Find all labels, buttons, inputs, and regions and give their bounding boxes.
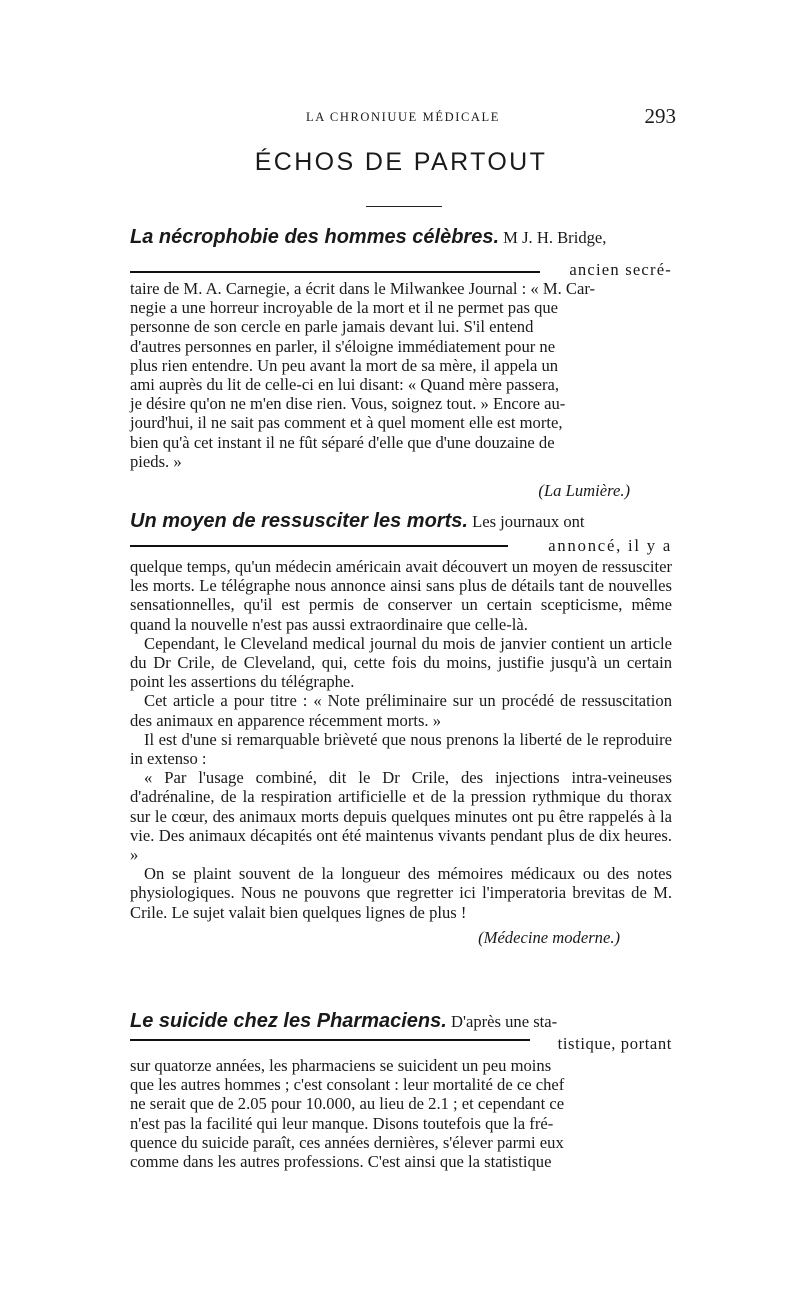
body-line: d'autres personnes en parler, il s'éloigne immédiatement pour ne <box>130 336 556 356</box>
section-title: ÉCHOS DE PARTOUT <box>254 148 548 176</box>
article-ressusciter <box>130 512 672 947</box>
title-divider <box>366 206 442 207</box>
article-continuation: ancien secré- <box>569 260 672 279</box>
body-line: personne de son cercle en parle jamais devant lui. S'il entend <box>130 317 534 337</box>
body-paragraph: Cet article a pour titre : « Note préliminaire sur un procédé de ressuscitation des animaux en apparence récemment morts. » <box>130 691 672 730</box>
continuation-row <box>130 536 672 557</box>
body-line: negie a une horreur incroyable de la mort et il ne permet pas que <box>130 298 559 318</box>
body-line: ami auprès du lit de celle-ci en lui disant: « Quand mère passera, <box>130 375 559 395</box>
body-line: je désire qu'on ne m'en dise rien. Vous, soignez tout. » Encore au- <box>130 394 566 414</box>
body-line: n'est pas la facilité qui leur manque. Disons toutefois que la fré- <box>130 1113 554 1133</box>
body-line: bien qu'à cet instant il ne fût séparé d'elle que d'une douzaine de <box>130 432 555 452</box>
body-paragraph: Cependant, le Cleveland medical journal du mois de janvier contient un article du Dr Crile, de Cleveland, qui, cette fois du moins, justifie jusqu'à un certain point les assertions du télégraphe. <box>130 633 672 692</box>
article-body <box>130 1056 672 1171</box>
body-paragraph: Il est d'une si remarquable brièveté que nous prenons la liberté de le reproduire in extenso : <box>130 729 672 769</box>
article-heading: Le suicide chez les Pharmaciens. <box>130 1010 447 1032</box>
article-head <box>130 228 672 256</box>
body-line: plus rien entendre. Un peu avant la mort de sa mère, il appela un <box>130 355 559 375</box>
continuation-row <box>130 1034 672 1056</box>
body-line: quence du suicide paraît, ces années dernières, s'élever parmi eux <box>130 1132 564 1152</box>
article-suicide-pharmaciens <box>130 1012 672 1171</box>
article-necrophobie <box>130 228 672 500</box>
body-line: que les autres hommes ; c'est consolant : leur mortalité de ce chef <box>130 1075 565 1095</box>
article-lead-in: D'après une sta- <box>450 1012 558 1031</box>
body-paragraph: « Par l'usage combiné, dit le Dr Crile, des injections intra-veineuses d'adrénaline, de la respiration artificielle et de la pression rythmique du thorax sur le cœur, des animaux morts depuis quelques minutes ont pu être rappelés à la vie. Des animaux décapités ont été maintenus vivants pendant plus de dix heures. » <box>130 768 672 865</box>
page-number: 293 <box>644 104 676 128</box>
body-line: jourd'hui, il ne sait pas comment et à quel moment elle est morte, <box>130 413 563 433</box>
article-lead-in: Les journaux ont <box>472 512 585 531</box>
running-title: LA CHRONIUUE MÉDICALE <box>306 110 501 124</box>
article-body <box>130 557 672 922</box>
body-line: pieds. » <box>130 451 182 471</box>
article-lead-in: M J. H. Bridge, <box>503 228 607 247</box>
article-heading: La nécrophobie des hommes célèbres. <box>130 226 500 248</box>
body-paragraph: On se plaint souvent de la longueur des mémoires médicaux ou des notes physiologiques. Nous ne pouvons que regretter ici l'imperatoria brevitas de M. Crile. Le sujet valait bien quelques lignes de plus ! <box>130 864 672 922</box>
article-heading: Un moyen de ressusciter les morts. <box>130 510 468 532</box>
body-paragraph: quelque temps, qu'un médecin américain avait découvert un moyen de ressusciter les morts. Le télégraphe nous annonce ainsi sans plus de détails tant de nouvelles sensationnelles, qu'il est permis de conserver un certain scepticisme, même quand la nouvelle n'est pas aussi extraordinaire que celle-là. <box>130 557 672 634</box>
article-source: (Médecine moderne.) <box>478 927 620 947</box>
article-continuation: annoncé, il y a <box>548 536 672 555</box>
continuation-row <box>130 256 672 279</box>
article-body <box>130 279 672 471</box>
article-continuation: tistique, portant <box>557 1034 672 1053</box>
body-line: taire de M. A. Carnegie, a écrit dans le Milwankee Journal : « M. Car- <box>130 279 596 298</box>
body-line: comme dans les autres professions. C'est ainsi que la statistique <box>130 1152 552 1172</box>
running-head <box>130 104 676 130</box>
body-line: ne serait que de 2.05 pour 10.000, au lieu de 2.1 ; et cependant ce <box>130 1094 565 1114</box>
body-line: sur quatorze années, les pharmaciens se suicident un peu moins <box>130 1056 552 1075</box>
article-source: (La Lumière.) <box>538 481 630 501</box>
